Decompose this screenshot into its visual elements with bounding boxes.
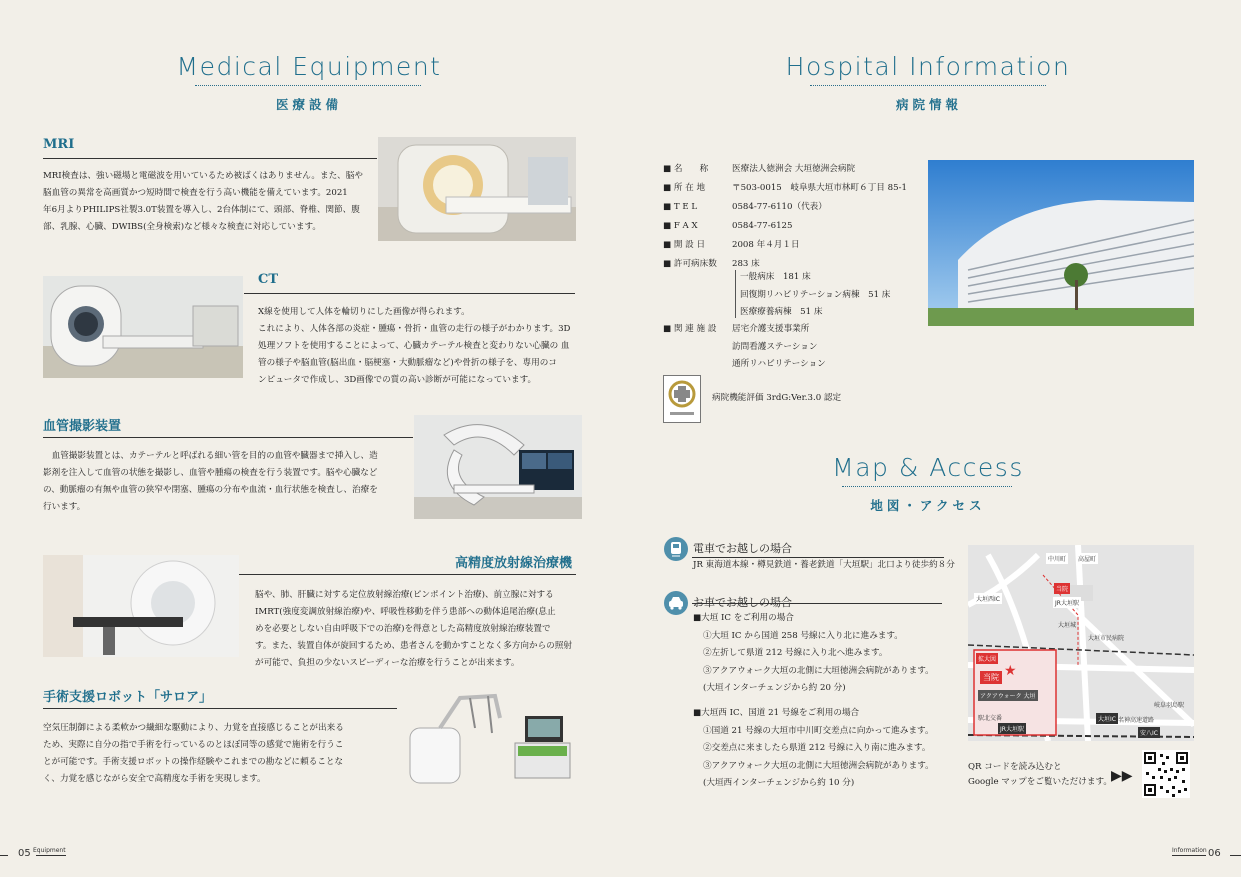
page-label-right: Information (1172, 847, 1207, 854)
train-icon (664, 537, 688, 561)
page-edge-line-right (1230, 855, 1241, 856)
map-label: 当院 (1054, 583, 1070, 594)
train-text: JR 東海道本線・樽見鉄道・養老鉄道「大垣駅」北口より徒歩約８分 (693, 560, 955, 570)
map-label: JR大垣駅 (1053, 597, 1081, 608)
certification-text: 病院機能評価 3rdG:Ver.3.0 認定 (712, 393, 842, 403)
radiotherapy-heading: 高精度放射線治療機 (455, 556, 573, 571)
map-label: 大垣IC (1096, 713, 1118, 724)
map-label: 岐阜羽島駅 (1154, 702, 1185, 709)
radiotherapy-text: 脳や、肺、肝臓に対する定位放射線治療(ピンポイント治療)、前立腺に対する IMRT(強度変調放射線治療)や、呼吸性移動を伴う患部への動体追尾治療(息止 めを必要としない自由呼吸下での治療)を得意とした高精度放射線治療装置で す。また、装置自体が旋回するため、患者さんを動かすことなく多方向からの照射 が可能で、負担の少ないスピーディーな治療を行うことが出来ます。 (255, 590, 572, 668)
hospital-building-photo (928, 160, 1194, 326)
related-list: 居宅介護支援事業所 訪問看護ステーション 通所リハビリテーション (732, 324, 826, 369)
hospital-info-subtitle: 病院情報 (895, 97, 962, 112)
angio-heading: 血管撮影装置 (43, 419, 122, 434)
medical-equipment-subtitle: 医療設備 (275, 97, 342, 112)
ct-photo (43, 276, 243, 378)
qr-text: QR コードを読み込むと Google マップをご覧いただけます。 (968, 762, 1112, 787)
map-label: 高屋町 (1076, 553, 1098, 564)
map-label: 大垣市民病院 (1088, 635, 1125, 642)
ct-rule (244, 293, 575, 294)
car-rule (692, 603, 942, 604)
route2: ■大垣西 IC、国道 21 号線をご利用の場合 ①国道 21 号線の大垣市中川町交差点に向かって進みます。 ②交差点に来ましたら県道 212 号線に入り南に進みます。 ③アクアウォーク大垣の北側に大垣徳洲会病院があります。 (大垣西インターチェンジから約 10 分) (693, 708, 934, 788)
map-access-title: Map & Access (832, 453, 1024, 482)
car-heading: お車でお越しの場合 (693, 596, 792, 609)
title-divider-right (810, 85, 1046, 86)
map-label: JR大垣駅 (998, 723, 1026, 734)
map-label: 拡大図 (976, 653, 998, 664)
page-label-line-right (1172, 855, 1206, 856)
hospital-star-icon: ★ (1004, 663, 1017, 679)
page-number-right: 06 (1208, 848, 1221, 859)
medical-equipment-title: Medical Equipment (176, 52, 442, 81)
access-map (968, 545, 1194, 741)
qr-code[interactable] (1142, 750, 1190, 798)
map-label: 当院 (980, 671, 1002, 684)
ct-text: X線を使用して人体を輪切りにした画像が得られます。 これにより、人体各部の炎症・腫瘍・骨折・血管の走行の様子がわかります。3D 処理ソフトを使用することによって、心臓カテーテル検査と変わりない心臓の 血 管の様子や脳血管(脳出血・脳梗塞・大動脈瘤など)や骨折の様子を、専用のコ ンピュータで作成し、3D画像での質の高い診断が可能になっています。 (258, 307, 571, 385)
train-heading: 電車でお越しの場合 (693, 542, 792, 555)
map-access-subtitle: 地図・アクセス (870, 498, 986, 513)
page-edge-line-left (0, 855, 8, 856)
map-label: 駅北交番 (978, 715, 1003, 722)
map-label: 安八IC (1138, 727, 1160, 738)
car-icon (664, 591, 688, 615)
title-divider (195, 85, 421, 86)
angio-text: 血管撮影装置とは、カテーテルと呼ばれる細い管を目的の血管や臓器まで挿入し、造 影剤を注入して血管の状態を撮影し、血管や腫瘍の検査を行う装置です。脳や心臓など の、動脈瘤の有無や血管の狭窄や閉塞、腫瘍の分布や血流・血行状態を検査し、治療を 行います。 (43, 451, 378, 512)
map-label: 大垣城 (1058, 622, 1077, 629)
robot-rule (43, 708, 397, 709)
robot-heading: 手術支援ロボット「サロア」 (43, 690, 213, 705)
mri-photo (378, 137, 576, 241)
beds-bracket (735, 270, 736, 318)
radiotherapy-photo (43, 555, 239, 657)
related-label: ■ 関 連 施 設 (663, 324, 717, 334)
page-label-line-left (36, 855, 66, 856)
certification-seal-icon (663, 375, 701, 423)
map-title-divider (842, 486, 1012, 487)
robot-text: 空気圧制御による柔軟かつ繊細な駆動により、力覚を直接感じることが出来る ため、実際に自分の指で手術を行っているのとほぼ同等の感覚で施術を行うこ とが可能です。手術支援ロボットの操作経験やこれまでの勘などに頼ることな く、力覚を感じながら安全で高精度な手術を実現します。 (43, 723, 344, 784)
hospital-info-title: Hospital Information (785, 52, 1071, 81)
map-label: 大垣西IC (974, 593, 1002, 604)
map-label: 名神高速道路 (1118, 717, 1155, 724)
beds-list: 一般病床 181 床 回復期リハビリテーション病棟 51 床 医療療養病棟 51 床 (740, 272, 891, 317)
map-label: アクアウォーク 大垣 (978, 690, 1038, 701)
mri-heading: MRI (43, 137, 75, 152)
page-number-left: 05 (18, 848, 31, 859)
page-label-left: Equipment (33, 847, 66, 854)
radiotherapy-rule (239, 574, 576, 575)
angio-rule (43, 437, 413, 438)
route1: ■大垣 IC をご利用の場合 ①大垣 IC から国道 258 号線に入り北に進みます。 ②左折して県道 212 号線に入り北へ進みます。 ③アクアウォーク大垣の北側に大垣徳洲会病院があります。 (大垣インターチェンジから約 20 分) (693, 613, 934, 693)
angio-photo (414, 415, 582, 519)
robot-photo (400, 688, 580, 794)
mri-text: MRI検査は、強い磁場と電磁波を用いているため被ばくはありません。また、脳や 脳血管の異常を高画質かつ短時間で検査を行う高い機能を備えています。2021 年6月よりPHILIPS社製3.0T装置を導入し、2台体制にて、頭部、脊椎、関節、腹 部、乳腺、心臓、DWIBS(全身検索)など様々な検査に対応しています。 (43, 171, 363, 232)
map-label: 中川町 (1046, 553, 1068, 564)
ct-heading: CT (258, 272, 279, 287)
mri-rule (43, 158, 377, 159)
info-table: ■ 名 称 医療法人徳洲会 大垣徳洲会病院 ■ 所 在 地 〒503-0015 岐阜県大垣市林町６丁目 85-1 ■ T E L 0584-77-6110（代表） ■ F A X 0584-77-6125 ■ 開 設 日 2008 年４月１日 ■ 許可病床数 283 床 (663, 164, 907, 269)
arrow-right-icon: ▶▶ (1111, 768, 1133, 784)
